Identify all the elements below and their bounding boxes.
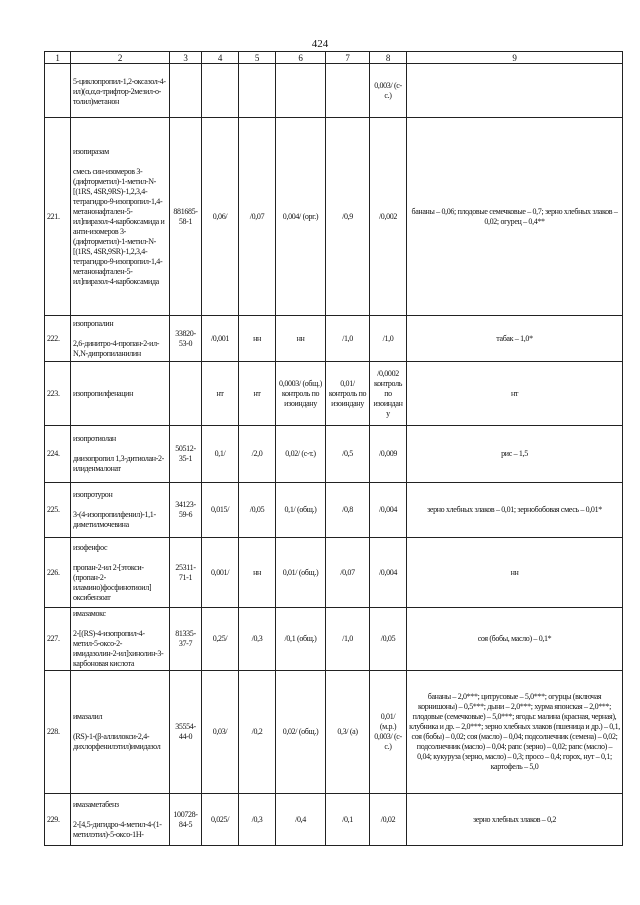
value-col-7: /0,07 (340, 567, 355, 577)
value-col-8: /0,004 (378, 567, 398, 577)
value-col-8-cell (370, 362, 407, 426)
value-col-6-cell (276, 316, 326, 362)
substance-name: изопропилфенацин (73, 388, 134, 398)
chemical-name: смесь син-изомеров 3-(дифторметил)-1-метил-N-[(1RS, 4SR,9RS)-1,2,3,4-тетрагидро-9-изопропил-1,4-метанонафтален-5-ил]пиразол-4-карбоксамида и анти-изомеров 3-(дифторметил)-1-метил-N-[(1RS, 4SR,9SR)-1,2,3,4-тетрагидро-9-изопропил-1,4-метанонафтален-5-ил]пиразол-4-карбоксамида (73, 166, 165, 286)
substance-name: имазамокс (73, 609, 106, 618)
value-col-5-cell (239, 538, 276, 608)
column-header: 9 (407, 52, 623, 64)
table-row (45, 362, 623, 426)
column-header: 8 (370, 52, 407, 64)
cas-number-cell (170, 538, 202, 608)
row-number: 229. (47, 814, 60, 824)
residue-limits: нн (510, 567, 519, 577)
cas-number-cell (170, 794, 202, 846)
value-col-6-cell (276, 64, 326, 118)
value-col-5: /2,0 (251, 449, 263, 458)
row-number-cell (45, 316, 71, 362)
value-col-5-cell (239, 483, 276, 538)
value-col-7: 0,01/ контроль по изоиндану (328, 378, 367, 408)
value-col-4: 0,015/ (210, 505, 230, 514)
residue-limits: соя (бобы, масло) – 0,1* (477, 634, 552, 643)
value-col-8-cell (370, 671, 407, 794)
substance-cell (71, 794, 170, 846)
value-col-7: 0,3/ (а) (337, 727, 358, 736)
residue-limits-cell (407, 426, 623, 483)
substance-cell (71, 426, 170, 483)
residue-limits-cell (407, 64, 623, 118)
residue-limits: бананы – 2,0***; цитрусовые – 5,0***; огурцы (включая корнишоны) – 0,5***; дыни – 2,0***; хурма японская – 2,0***; плодовые (семечковые) – 5,0***; ягоды: малина (красная, черная), клубника и др. – 2,0***; зерно хлебных злаков (пшеница и др.) – 0,1, соя (бобы) – 0,02; соя (масло) – 0,04; подсолнечник (семена) – 0,02; подсолнечник (масло) – 0,04; рапс (зерно) – 0,02; рапс (масло) – 0,04; кукуруза (зерно, масло) – 0,3; просо – 0,4; горох, нут – 0,1; картофель – 5,0 (409, 692, 620, 771)
column-header: 7 (326, 52, 370, 64)
column-header: 3 (170, 52, 202, 64)
value-col-7: /1,0 (342, 634, 353, 643)
row-number: 222. (47, 333, 60, 343)
table-row (45, 794, 623, 846)
value-col-7: /1,0 (342, 333, 353, 343)
value-col-4-cell (202, 794, 239, 846)
value-col-6: 0,0003/ (общ.) контроль по изоиндану (279, 378, 322, 408)
value-col-6-cell (276, 483, 326, 538)
cas-number-cell (170, 671, 202, 794)
residue-limits-cell (407, 671, 623, 794)
value-col-4: 0,06/ (212, 211, 228, 221)
cas-number-cell (170, 483, 202, 538)
cas-number: 34123-59-6 (175, 500, 196, 519)
value-col-6: /0,4 (295, 814, 306, 824)
table-row (45, 538, 623, 608)
value-col-8: /0,002 (378, 211, 398, 221)
row-number: 227. (47, 634, 60, 643)
row-number-cell (45, 671, 71, 794)
substance-cell (71, 483, 170, 538)
column-header-row (45, 52, 623, 64)
substance-name: имазаметабенз (73, 799, 119, 809)
value-col-7-cell (326, 608, 370, 671)
chemical-name: 5-циклопропил-1,2-оксазол-4-ил)(α,α,α-трифтор-2мезил-о-толил)метанон (73, 76, 166, 106)
residue-limits: бананы – 0,06; плодовые семечковые – 0,7; зерно хлебных злаков – 0,02; огурец – 0,4** (411, 206, 618, 226)
value-col-7-cell (326, 362, 370, 426)
page-number: 424 (311, 38, 329, 50)
column-header: 5 (239, 52, 276, 64)
row-number: 225. (47, 505, 60, 514)
value-col-5-cell (239, 362, 276, 426)
value-col-4-cell (202, 118, 239, 316)
value-col-6: 0,1/ (общ.) (284, 505, 317, 514)
residue-limits: табак – 1,0* (496, 333, 533, 343)
value-col-5: /0,3 (251, 634, 263, 643)
value-col-6: 0,004/ (орг.) (282, 211, 319, 221)
value-col-5: /0,2 (251, 727, 263, 736)
pesticide-table (44, 51, 623, 846)
value-col-8: /0,05 (380, 634, 396, 643)
value-col-6-cell (276, 794, 326, 846)
value-col-5: /0,05 (249, 505, 265, 514)
value-col-7: /0,5 (342, 449, 353, 458)
cas-number: 50512-35-1 (175, 444, 196, 463)
value-col-7-cell (326, 316, 370, 362)
substance-name: изопротиолан (73, 434, 116, 443)
cas-number-cell (170, 608, 202, 671)
row-number-cell (45, 426, 71, 483)
value-col-6: 0,01/ (общ.) (282, 567, 319, 577)
row-number-cell (45, 794, 71, 846)
chemical-name: 2,6-динитро-4-пропан-2-ил-N,N-дипропиланилин (73, 338, 160, 358)
substance-name: изопротурон (73, 490, 113, 499)
chemical-name: диизопропил 1,3-дитиолан-2-илиденмалонат (73, 454, 164, 473)
value-col-4-cell (202, 316, 239, 362)
table-row (45, 671, 623, 794)
residue-limits-cell (407, 538, 623, 608)
value-col-6-cell (276, 538, 326, 608)
value-col-4: 0,1/ (214, 449, 226, 458)
value-col-8-cell (370, 64, 407, 118)
substance-cell (71, 118, 170, 316)
residue-limits-cell (407, 316, 623, 362)
cas-number: 25311-71-1 (175, 562, 196, 582)
residue-limits: нт (510, 388, 519, 398)
value-col-7-cell (326, 426, 370, 483)
column-header: 6 (276, 52, 326, 64)
substance-cell (71, 671, 170, 794)
substance-cell (71, 608, 170, 671)
value-col-4-cell (202, 362, 239, 426)
substance-cell (71, 538, 170, 608)
residue-limits-cell (407, 483, 623, 538)
value-col-7-cell (326, 794, 370, 846)
row-number: 224. (47, 449, 60, 458)
row-number: 226. (47, 567, 60, 577)
value-col-5-cell (239, 64, 276, 118)
substance-cell (71, 64, 170, 118)
value-col-8-cell (370, 794, 407, 846)
row-number-cell (45, 118, 71, 316)
column-header: 1 (45, 52, 71, 64)
substance-name: изопропалин (73, 318, 114, 328)
value-col-7: /0,9 (342, 211, 353, 221)
value-col-7-cell (326, 64, 370, 118)
residue-limits-cell (407, 362, 623, 426)
value-col-7-cell (326, 483, 370, 538)
cas-number: 81335-37-7 (175, 629, 196, 648)
value-col-5: нн (253, 333, 261, 343)
table-row (45, 608, 623, 671)
table-row (45, 483, 623, 538)
value-col-5-cell (239, 316, 276, 362)
residue-limits-cell (407, 118, 623, 316)
cas-number-cell (170, 64, 202, 118)
value-col-4: /0,001 (210, 333, 230, 343)
row-number: 221. (47, 211, 60, 221)
cas-number-cell (170, 316, 202, 362)
substance-name: изофенфос (73, 542, 108, 552)
value-col-6: 0,02/ (общ.) (282, 727, 319, 736)
row-number-cell (45, 483, 71, 538)
table-row (45, 316, 623, 362)
value-col-4-cell (202, 426, 239, 483)
cas-number-cell (170, 118, 202, 316)
value-col-4: 0,25/ (212, 634, 228, 643)
value-col-8-cell (370, 538, 407, 608)
value-col-6-cell (276, 671, 326, 794)
chemical-name: 2-[(RS)-4-изопропил-4-метил-5-оксо-2-имидазолин-2-ил]хинолин-3-карбоновая кислота (73, 629, 164, 668)
value-col-6-cell (276, 118, 326, 316)
value-col-7: /0,8 (342, 505, 353, 514)
table-row (45, 426, 623, 483)
value-col-7: /0,1 (342, 814, 353, 824)
row-number-cell (45, 64, 71, 118)
substance-name: имазалил (73, 712, 103, 721)
table-row (45, 64, 623, 118)
cas-number-cell (170, 362, 202, 426)
value-col-4-cell (202, 608, 239, 671)
value-col-8: /0,02 (380, 814, 396, 824)
value-col-6: 0,02/ (с-т.) (285, 449, 316, 458)
table-body (45, 64, 623, 846)
value-col-6: нн (296, 333, 305, 343)
value-col-5-cell (239, 608, 276, 671)
value-col-7-cell (326, 118, 370, 316)
residue-limits: рис – 1,5 (501, 449, 528, 458)
substance-name: изопиразам (73, 146, 109, 156)
cas-number: 100728-84-5 (173, 809, 198, 829)
value-col-8: /1,0 (382, 333, 394, 343)
value-col-4: 0,001/ (210, 567, 230, 577)
value-col-4: 0,025/ (210, 814, 230, 824)
value-col-8-cell (370, 608, 407, 671)
cas-number-cell (170, 426, 202, 483)
value-col-4-cell (202, 483, 239, 538)
row-number-cell (45, 362, 71, 426)
value-col-4: 0,03/ (212, 727, 228, 736)
value-col-8-cell (370, 316, 407, 362)
residue-limits: зерно хлебных злаков – 0,01; зернобобовая смесь – 0,01* (427, 505, 602, 514)
table-row (45, 118, 623, 316)
value-col-8-cell (370, 426, 407, 483)
row-number: 223. (47, 388, 60, 398)
cas-number: 35554-44-0 (175, 722, 196, 741)
residue-limits: зерно хлебных злаков – 0,2 (472, 814, 557, 824)
row-number: 228. (47, 727, 60, 736)
residue-limits-cell (407, 608, 623, 671)
value-col-8: /0,004 (378, 505, 398, 514)
value-col-6-cell (276, 362, 326, 426)
value-col-5: /0,3 (251, 814, 263, 824)
substance-cell (71, 362, 170, 426)
cas-number: 881685-58-1 (173, 206, 198, 226)
value-col-6: /0,1 (общ.) (284, 634, 317, 643)
chemical-name: (RS)-1-(β-аллилокси-2,4-дихлорфенилэтил)имидазол (73, 732, 161, 751)
value-col-5-cell (239, 794, 276, 846)
substance-cell (71, 316, 170, 362)
chemical-name: 2-[4,5-дигидро-4-метил-4-(1-метилэтил)-5-оксо-1Н- (73, 819, 162, 839)
value-col-4-cell (202, 671, 239, 794)
value-col-6-cell (276, 426, 326, 483)
column-header: 4 (202, 52, 239, 64)
value-col-8-cell (370, 118, 407, 316)
value-col-4-cell (202, 538, 239, 608)
chemical-name: пропан-2-ил 2-[этокси-(пропан-2-иламино)фосфинотиоил] оксибензоат (73, 562, 152, 602)
value-col-5: нт (253, 388, 261, 398)
value-col-5-cell (239, 118, 276, 316)
value-col-8: /0,009 (378, 449, 398, 458)
row-number-cell (45, 608, 71, 671)
value-col-5-cell (239, 426, 276, 483)
chemical-name: 3-(4-изопропилфенил)-1,1-диметилмочевина (73, 510, 156, 529)
row-number-cell (45, 538, 71, 608)
value-col-8: 0,003/ (с-с.) (374, 80, 402, 100)
value-col-5-cell (239, 671, 276, 794)
value-col-4: нт (216, 388, 224, 398)
value-col-8: 0,01/ (м.р.) 0,003/ (с-с.) (374, 712, 402, 751)
column-header: 2 (71, 52, 170, 64)
value-col-5: /0,07 (249, 211, 265, 221)
value-col-5: нн (253, 567, 261, 577)
cas-number: 33820-53-0 (175, 328, 196, 348)
value-col-8: /0,0002 контроль по изоиндан у (373, 368, 403, 418)
value-col-4-cell (202, 64, 239, 118)
residue-limits-cell (407, 794, 623, 846)
value-col-8-cell (370, 483, 407, 538)
value-col-7-cell (326, 671, 370, 794)
value-col-7-cell (326, 538, 370, 608)
value-col-6-cell (276, 608, 326, 671)
